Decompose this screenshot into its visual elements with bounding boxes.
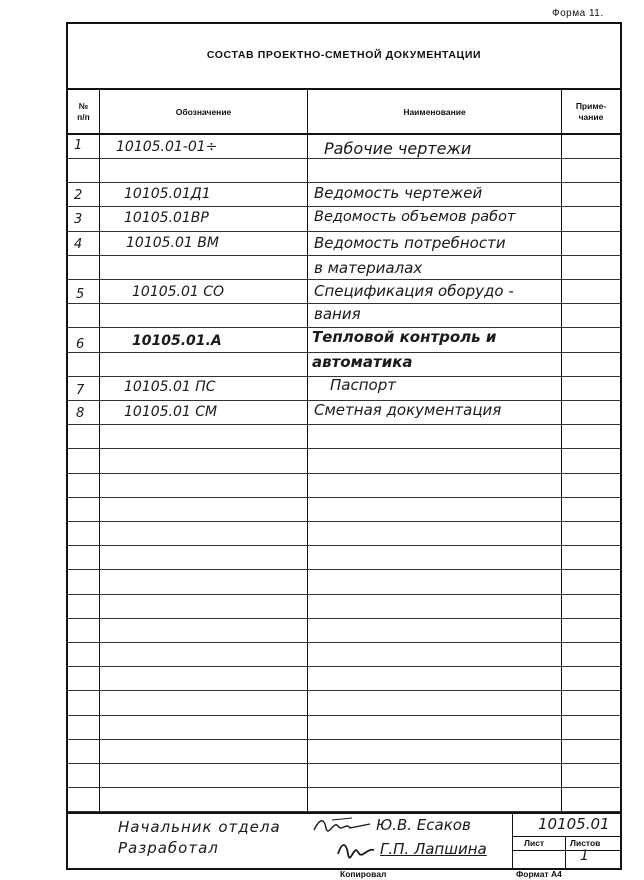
table-rule [68, 497, 620, 498]
table-rule [68, 182, 620, 183]
table-rule [68, 618, 620, 619]
column-line-2 [307, 90, 308, 812]
table-rule [68, 690, 620, 691]
header-name: Наименование [308, 90, 562, 134]
row-5-num: 5 [76, 287, 85, 302]
row-1-name: Рабочие чертежи [324, 139, 472, 158]
row-3-name: Ведомость объемов работ [314, 209, 516, 225]
stamp-separator [512, 812, 513, 868]
head-name: Ю.В. Есаков [376, 816, 471, 834]
row-5-name: Спецификация оборудо - [314, 282, 514, 300]
row-6-name: Тепловой контроль и [312, 328, 497, 346]
table-rule [68, 158, 620, 159]
stamp-code: 10105.01 [538, 815, 610, 833]
table-rule [68, 763, 620, 764]
table-rule [68, 569, 620, 570]
footer-copied: Копировал [340, 869, 387, 879]
stamp-sheets-label: Листов [570, 838, 601, 848]
table-rule [68, 448, 620, 449]
table-rule [68, 715, 620, 716]
table-rule [68, 521, 620, 522]
row-7-num: 7 [76, 383, 85, 398]
row-2-num: 2 [74, 188, 83, 203]
row-8-num: 8 [76, 406, 85, 421]
author-name: Г.П. Лапшина [380, 840, 487, 858]
table-rule [68, 545, 620, 546]
table-rule [68, 424, 620, 425]
form-number: Форма 11. [552, 8, 604, 19]
stamp-column-divider [565, 836, 566, 868]
table-rule [68, 666, 620, 667]
column-line-3 [561, 90, 562, 812]
table-rule [68, 255, 620, 256]
head-role: Начальник отдела [118, 818, 281, 836]
header-divider [68, 133, 620, 135]
row-4-name-cont: в материалах [314, 259, 423, 277]
row-5-name-cont: вания [314, 305, 361, 323]
table-rule [68, 231, 620, 232]
row-2-name: Ведомость чертежей [314, 184, 483, 202]
row-4-designation: 10105.01 ВМ [126, 235, 219, 251]
row-5-designation: 10105.01 СО [132, 284, 225, 300]
stamp-sheet-label: Лист [524, 838, 545, 848]
table-rule [68, 594, 620, 595]
header-num: № п/п [68, 90, 100, 134]
row-7-name: Паспорт [330, 376, 396, 394]
row-4-name: Ведомость потребности [314, 234, 506, 252]
table-rule [68, 303, 620, 304]
author-role: Разработал [118, 839, 219, 857]
row-8-name: Сметная документация [314, 401, 502, 419]
stamp-divider-1 [512, 836, 620, 837]
table-rule [68, 473, 620, 474]
document-title: СОСТАВ ПРОЕКТНО-СМЕТНОЙ ДОКУМЕНТАЦИИ [68, 22, 620, 90]
table-rule [68, 642, 620, 643]
footer-format: Формат А4 [516, 869, 562, 879]
row-6-num: 6 [76, 337, 85, 352]
row-6-name-cont: автоматика [312, 353, 413, 371]
row-3-num: 3 [74, 212, 83, 227]
row-8-designation: 10105.01 СМ [124, 404, 218, 420]
row-3-designation: 10105.01ВР [124, 210, 209, 226]
head-signature [312, 814, 372, 836]
header-designation: Обозначение [100, 90, 308, 134]
table-rule [68, 739, 620, 740]
row-2-designation: 10105.01Д1 [124, 186, 211, 202]
stamp-sheets-value: 1 [580, 848, 589, 864]
row-4-num: 4 [74, 237, 83, 252]
row-1-num: 1 [74, 138, 83, 153]
row-1-designation: 10105.01-01÷ [116, 139, 218, 155]
row-7-designation: 10105.01 ПС [124, 379, 216, 395]
table-rule [68, 279, 620, 280]
header-note: Приме- чание [575, 101, 607, 122]
stamp-divider-2 [512, 850, 620, 851]
row-6-designation: 10105.01.А [132, 333, 222, 349]
table-rule [68, 206, 620, 207]
column-line-1 [99, 90, 100, 812]
table-rule [68, 787, 620, 788]
author-signature [336, 838, 376, 860]
